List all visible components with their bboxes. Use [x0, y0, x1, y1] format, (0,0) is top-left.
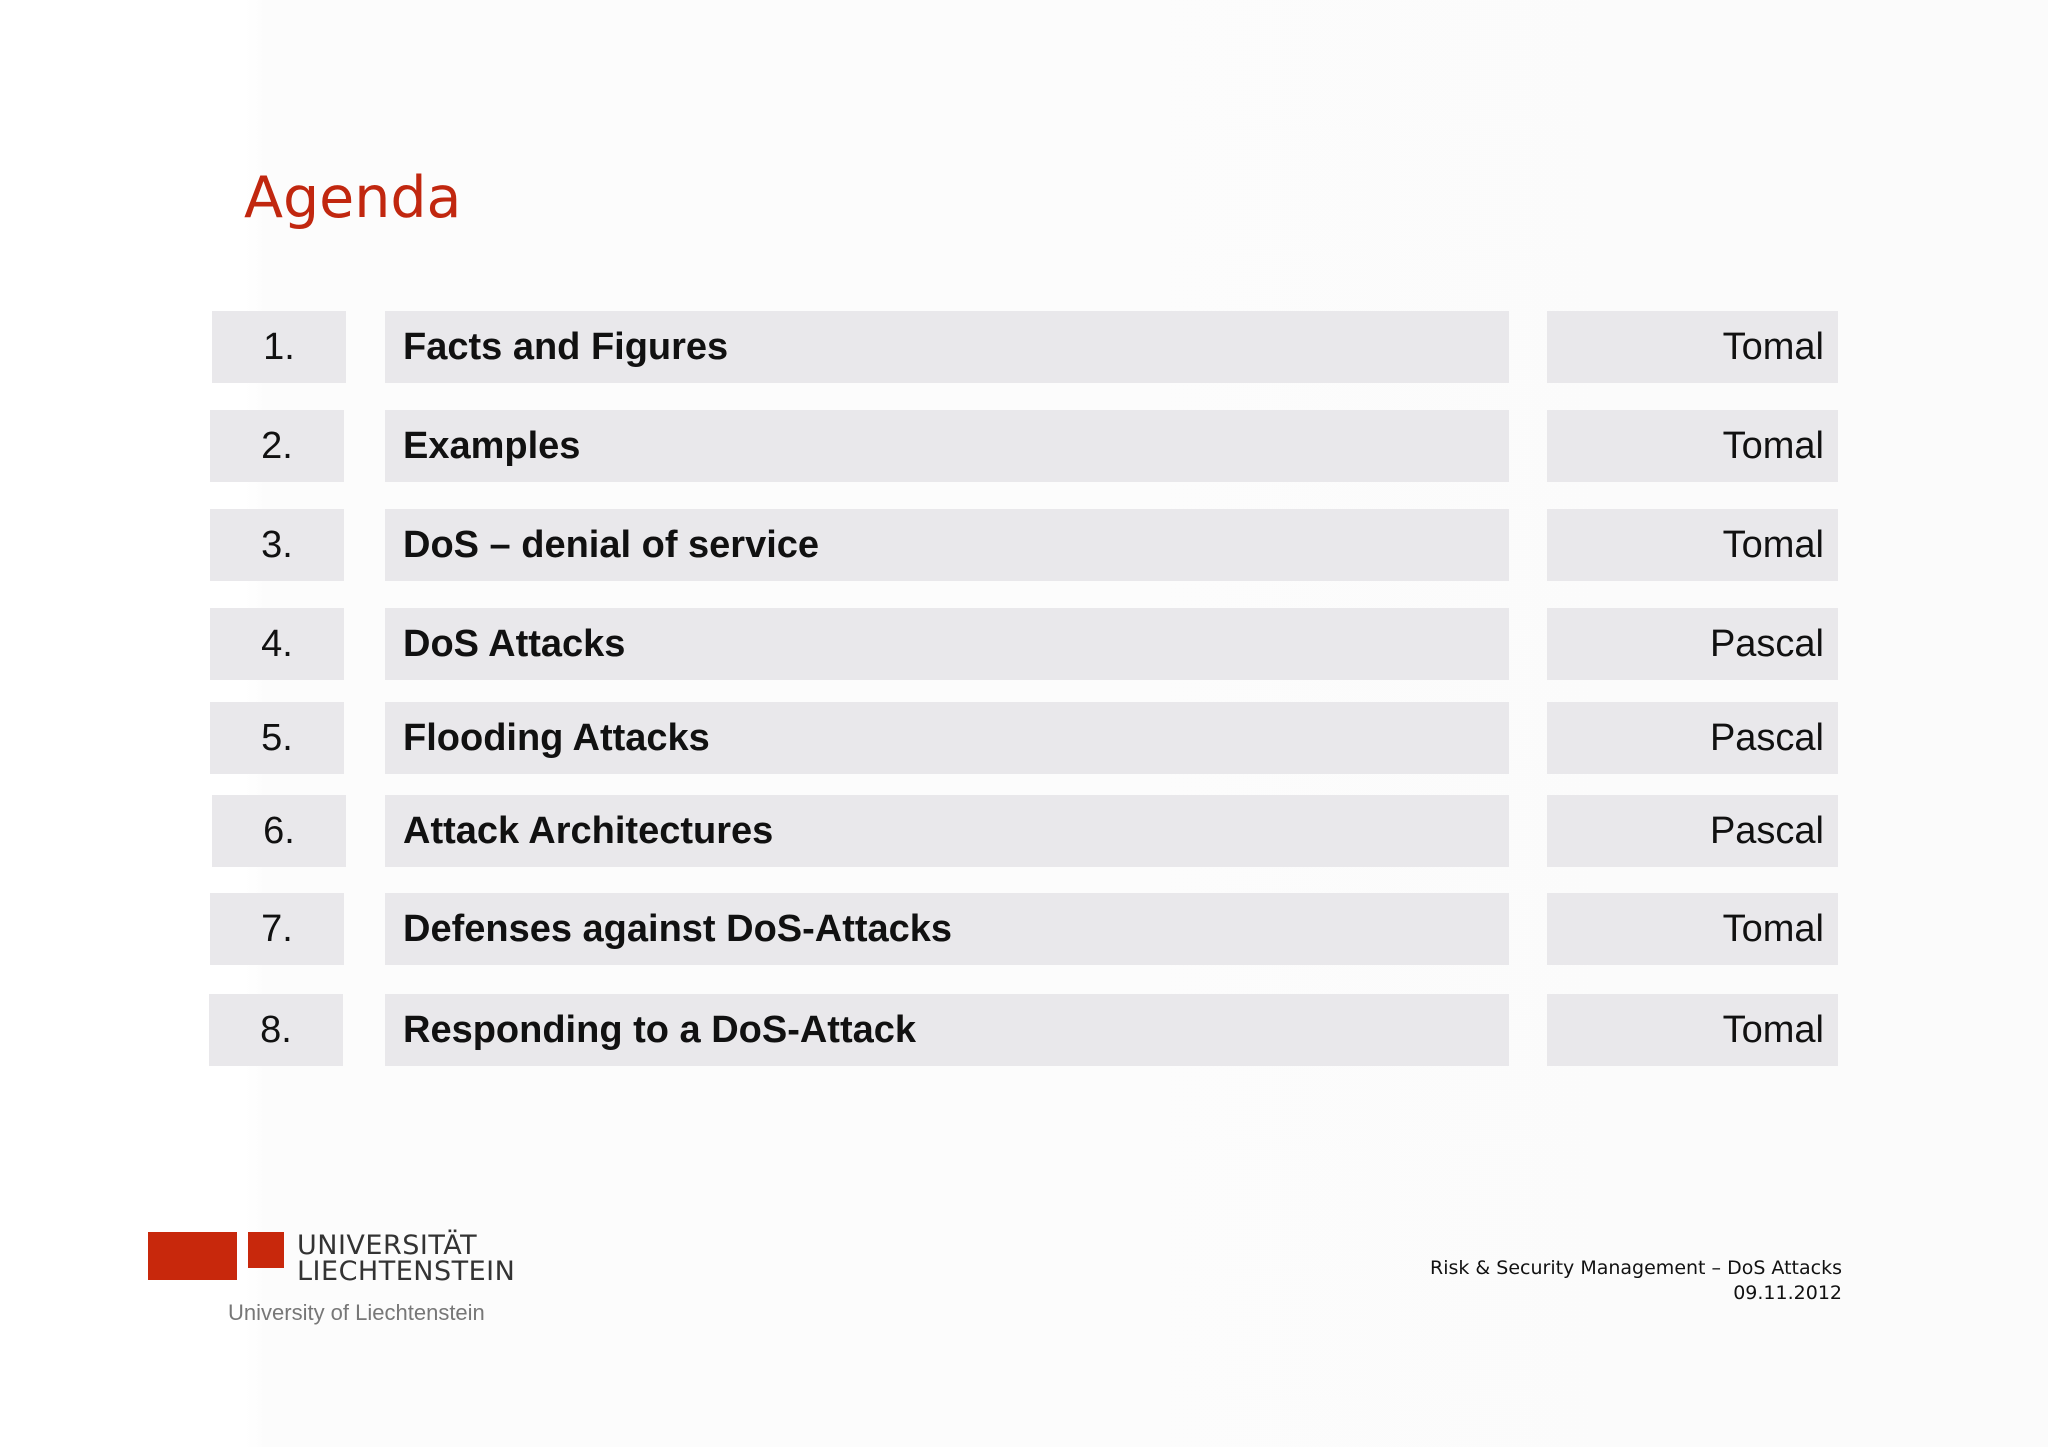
agenda-row	[0, 994, 2048, 1066]
agenda-row	[0, 795, 2048, 867]
agenda-topic: Examples	[385, 410, 1509, 482]
footer-course: Risk & Security Management – DoS Attacks	[1430, 1257, 1842, 1279]
agenda-number: 3.	[210, 509, 344, 581]
logo-mark-wide	[148, 1232, 237, 1280]
agenda-topic: Facts and Figures	[385, 311, 1509, 383]
agenda-presenter: Tomal	[1547, 994, 1838, 1066]
agenda-number: 5.	[210, 702, 344, 774]
agenda-row	[0, 410, 2048, 482]
university-logo	[148, 1226, 516, 1336]
logo-subtitle: University of Liechtenstein	[228, 1300, 485, 1325]
footer	[1430, 1256, 1842, 1306]
agenda-row	[0, 509, 2048, 581]
agenda-topic: Flooding Attacks	[385, 702, 1509, 774]
logo-mark-small	[248, 1232, 284, 1268]
agenda-row	[0, 608, 2048, 680]
agenda-presenter: Tomal	[1547, 893, 1838, 965]
agenda-number: 6.	[212, 795, 346, 867]
logo-text-line2: LIECHTENSTEIN	[297, 1256, 516, 1287]
agenda-number: 7.	[210, 893, 344, 965]
agenda-presenter: Pascal	[1547, 702, 1838, 774]
agenda-topic: DoS Attacks	[385, 608, 1509, 680]
agenda-row	[0, 893, 2048, 965]
footer-date: 09.11.2012	[1733, 1282, 1842, 1304]
agenda-presenter: Pascal	[1547, 795, 1838, 867]
agenda-presenter: Tomal	[1547, 509, 1838, 581]
agenda-presenter: Tomal	[1547, 311, 1838, 383]
agenda-presenter: Pascal	[1547, 608, 1838, 680]
agenda-number: 4.	[210, 608, 344, 680]
slide-title: Agenda	[244, 165, 462, 231]
agenda-topic: Attack Architectures	[385, 795, 1509, 867]
agenda-row	[0, 702, 2048, 774]
agenda-number: 2.	[210, 410, 344, 482]
agenda-number: 8.	[209, 994, 343, 1066]
logo-text-line1: UNIVERSITÄT	[297, 1230, 478, 1261]
agenda-presenter: Tomal	[1547, 410, 1838, 482]
agenda-topic: Responding to a DoS-Attack	[385, 994, 1509, 1066]
agenda-number: 1.	[212, 311, 346, 383]
agenda-topic: DoS – denial of service	[385, 509, 1509, 581]
agenda-topic: Defenses against DoS-Attacks	[385, 893, 1509, 965]
agenda-row	[0, 311, 2048, 383]
